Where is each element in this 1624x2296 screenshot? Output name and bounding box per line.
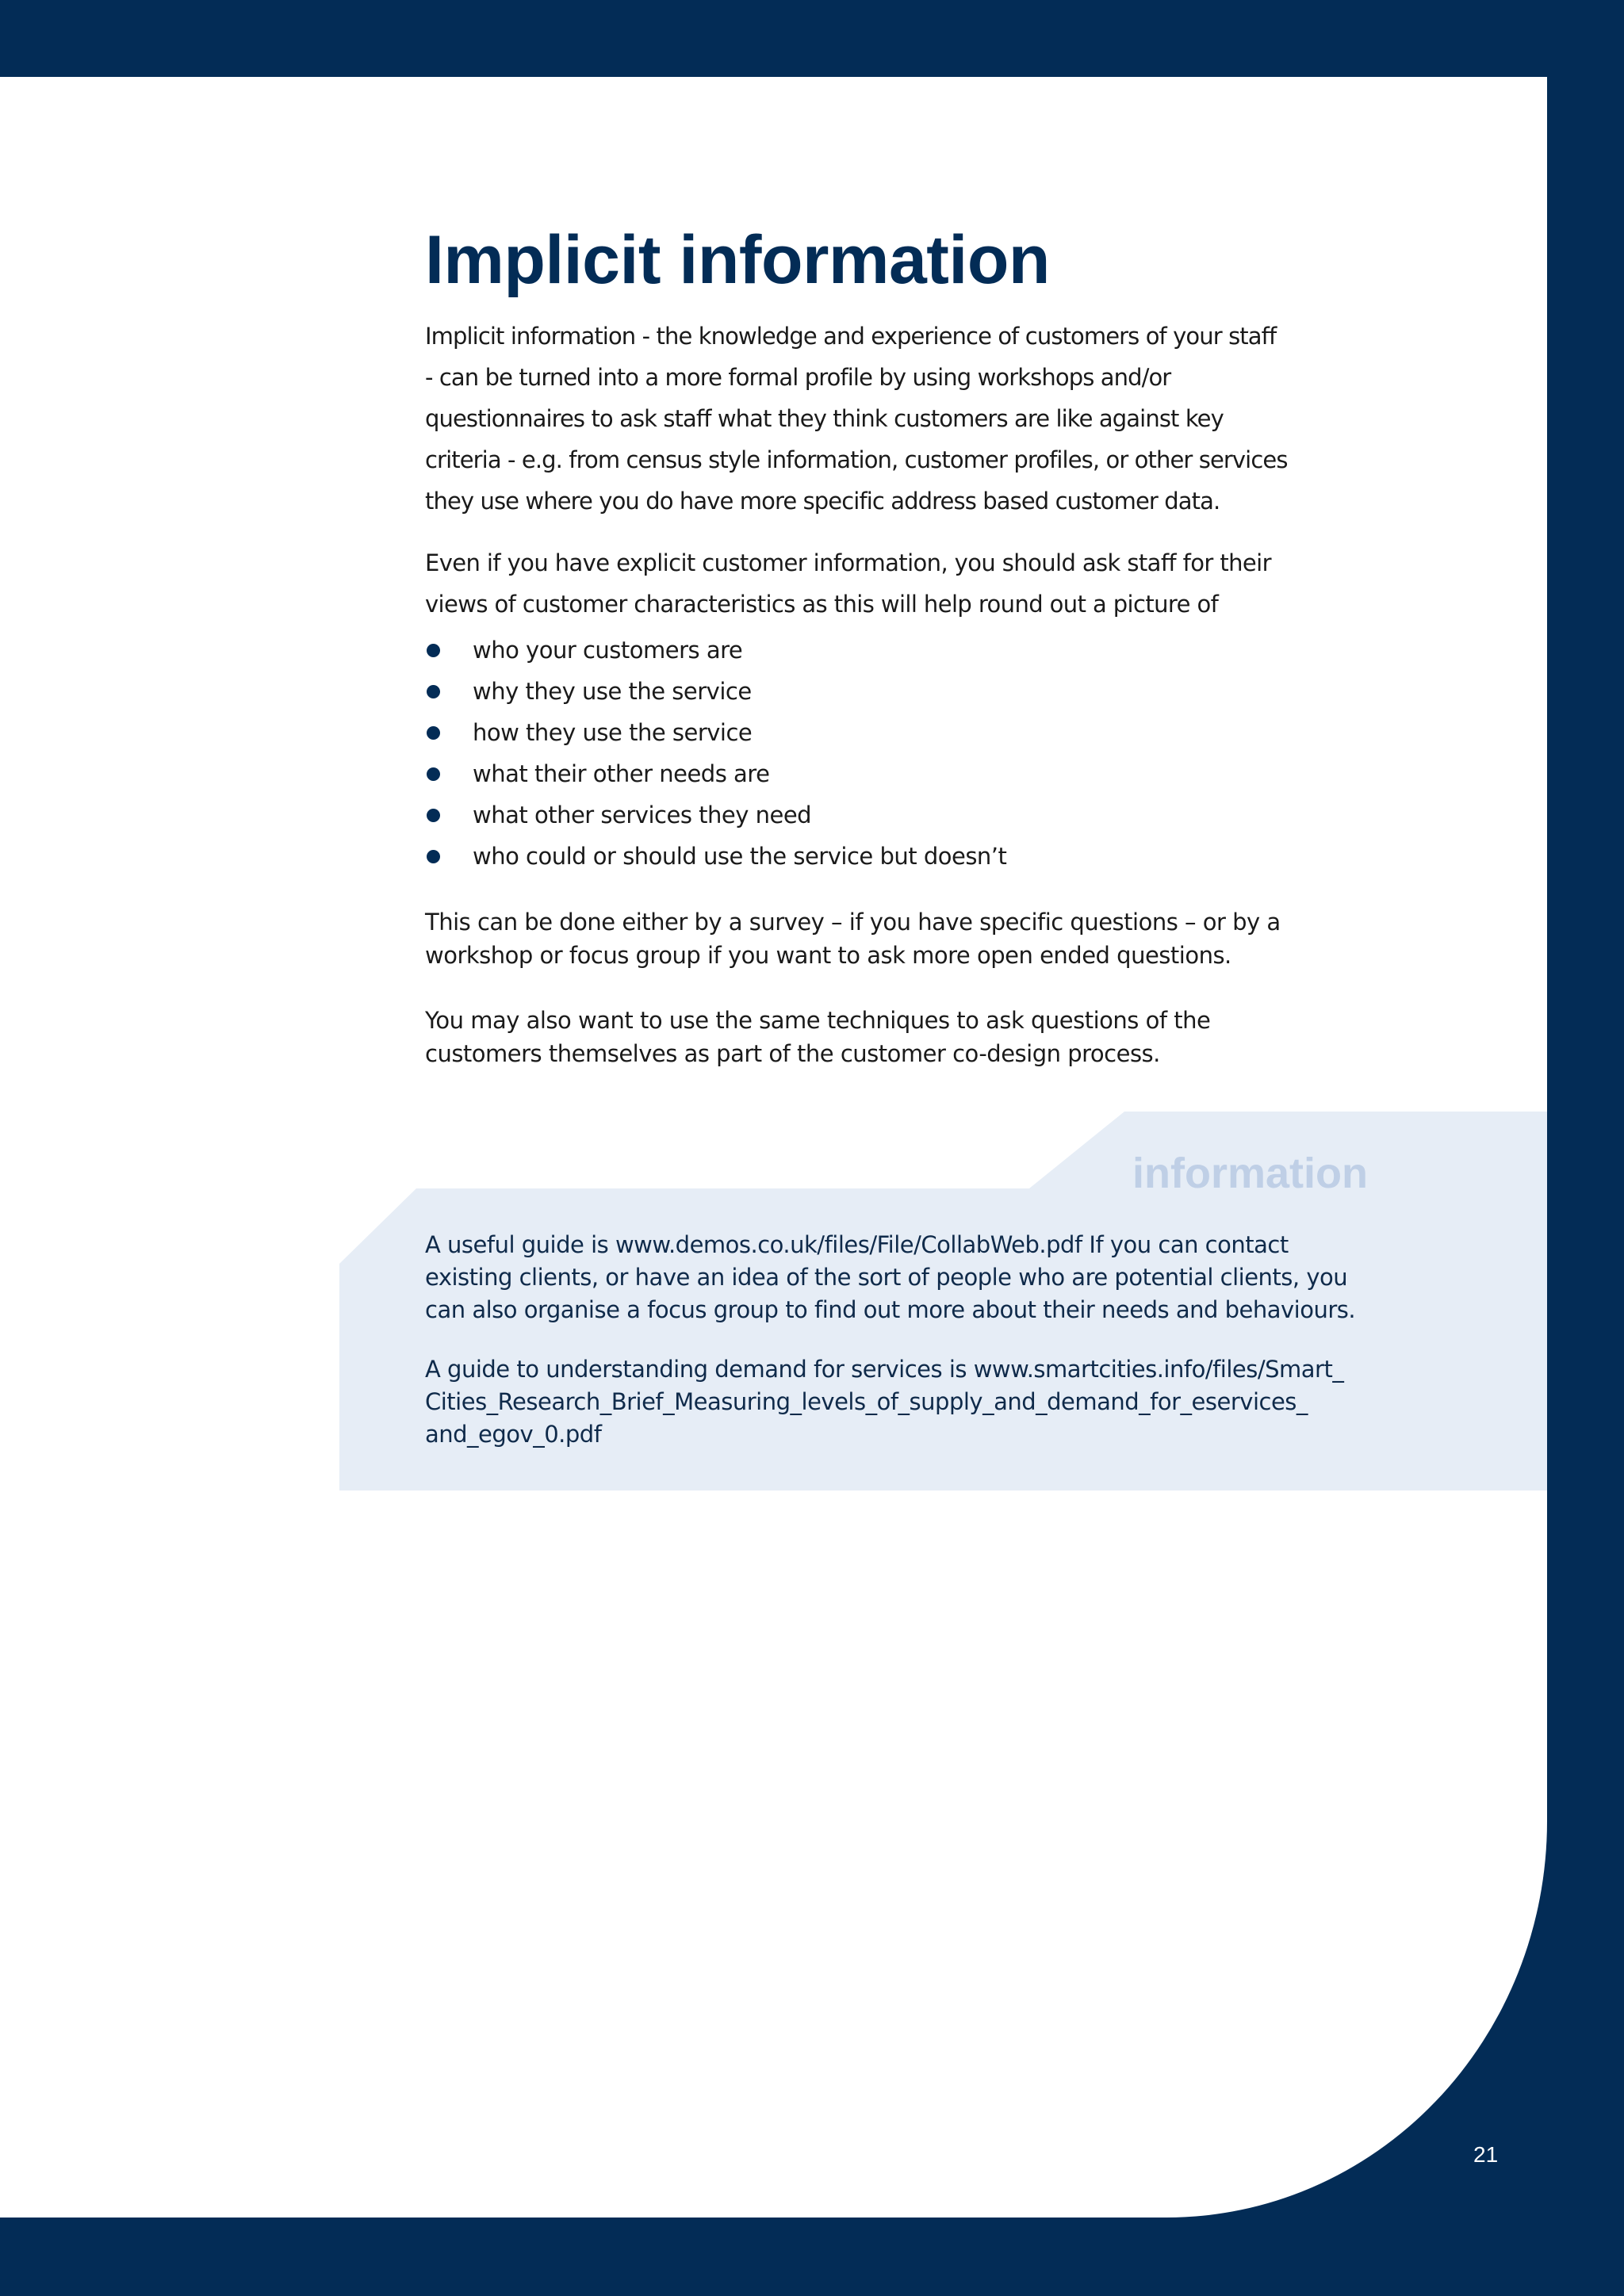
smartcities-guide-text: A guide to understanding demand for services is www.smartcities.info/files/Smart_ Cities_Research_Brief_Measuring_levels_of_supply_and_demand_for_eservices_ and_egov_0.pdf xyxy=(425,1356,1344,1448)
bullet-icon xyxy=(427,644,440,657)
bullet-icon xyxy=(427,726,440,740)
information-box-text xyxy=(425,1229,1377,1451)
bullet-icon xyxy=(427,685,440,698)
main-content xyxy=(425,222,1289,1070)
information-box-heading: information xyxy=(1132,1150,1368,1197)
list-item: how they use the service xyxy=(425,712,1289,753)
demos-guide-text: A useful guide is www.demos.co.uk/files/File/CollabWeb.pdf If you can contact existing clients, or have an idea of the sort of people who are potential clients, you can also organise a focus group to find out more about their needs and behaviours. xyxy=(425,1231,1356,1323)
survey-paragraph: This can be done either by a survey – if you have specific questions – or by a workshop or focus group if you want to ask more open ended questions. xyxy=(425,909,1281,969)
bullet-icon xyxy=(427,850,440,863)
list-item: what other services they need xyxy=(425,794,1289,836)
page-title: Implicit information xyxy=(425,222,1050,298)
staff-views-paragraph: Even if you have explicit customer information, you should ask staff for their views of customer characteristics as this will help round out a picture of xyxy=(425,549,1271,618)
bullet-icon xyxy=(427,809,440,822)
co-design-paragraph: You may also want to use the same techniques to ask questions of the customers themselves as part of the customer co-design process. xyxy=(425,1007,1211,1067)
bullet-list xyxy=(425,629,1289,877)
intro-paragraph: Implicit information - the knowledge and experience of customers of your staff - can be turned into a more formal profile by using workshops and/or questionnaires to ask staff what they think customers are like against key criteria - e.g. from census style information, customer profiles, or other services they use where you do have more specific address based customer data. xyxy=(425,323,1288,515)
list-item: who your customers are xyxy=(425,629,1289,671)
page-number: 21 xyxy=(1473,2142,1499,2167)
list-item: why they use the service xyxy=(425,671,1289,712)
bullet-icon xyxy=(427,767,440,781)
list-item: who could or should use the service but doesn’t xyxy=(425,836,1289,877)
list-item: what their other needs are xyxy=(425,753,1289,794)
